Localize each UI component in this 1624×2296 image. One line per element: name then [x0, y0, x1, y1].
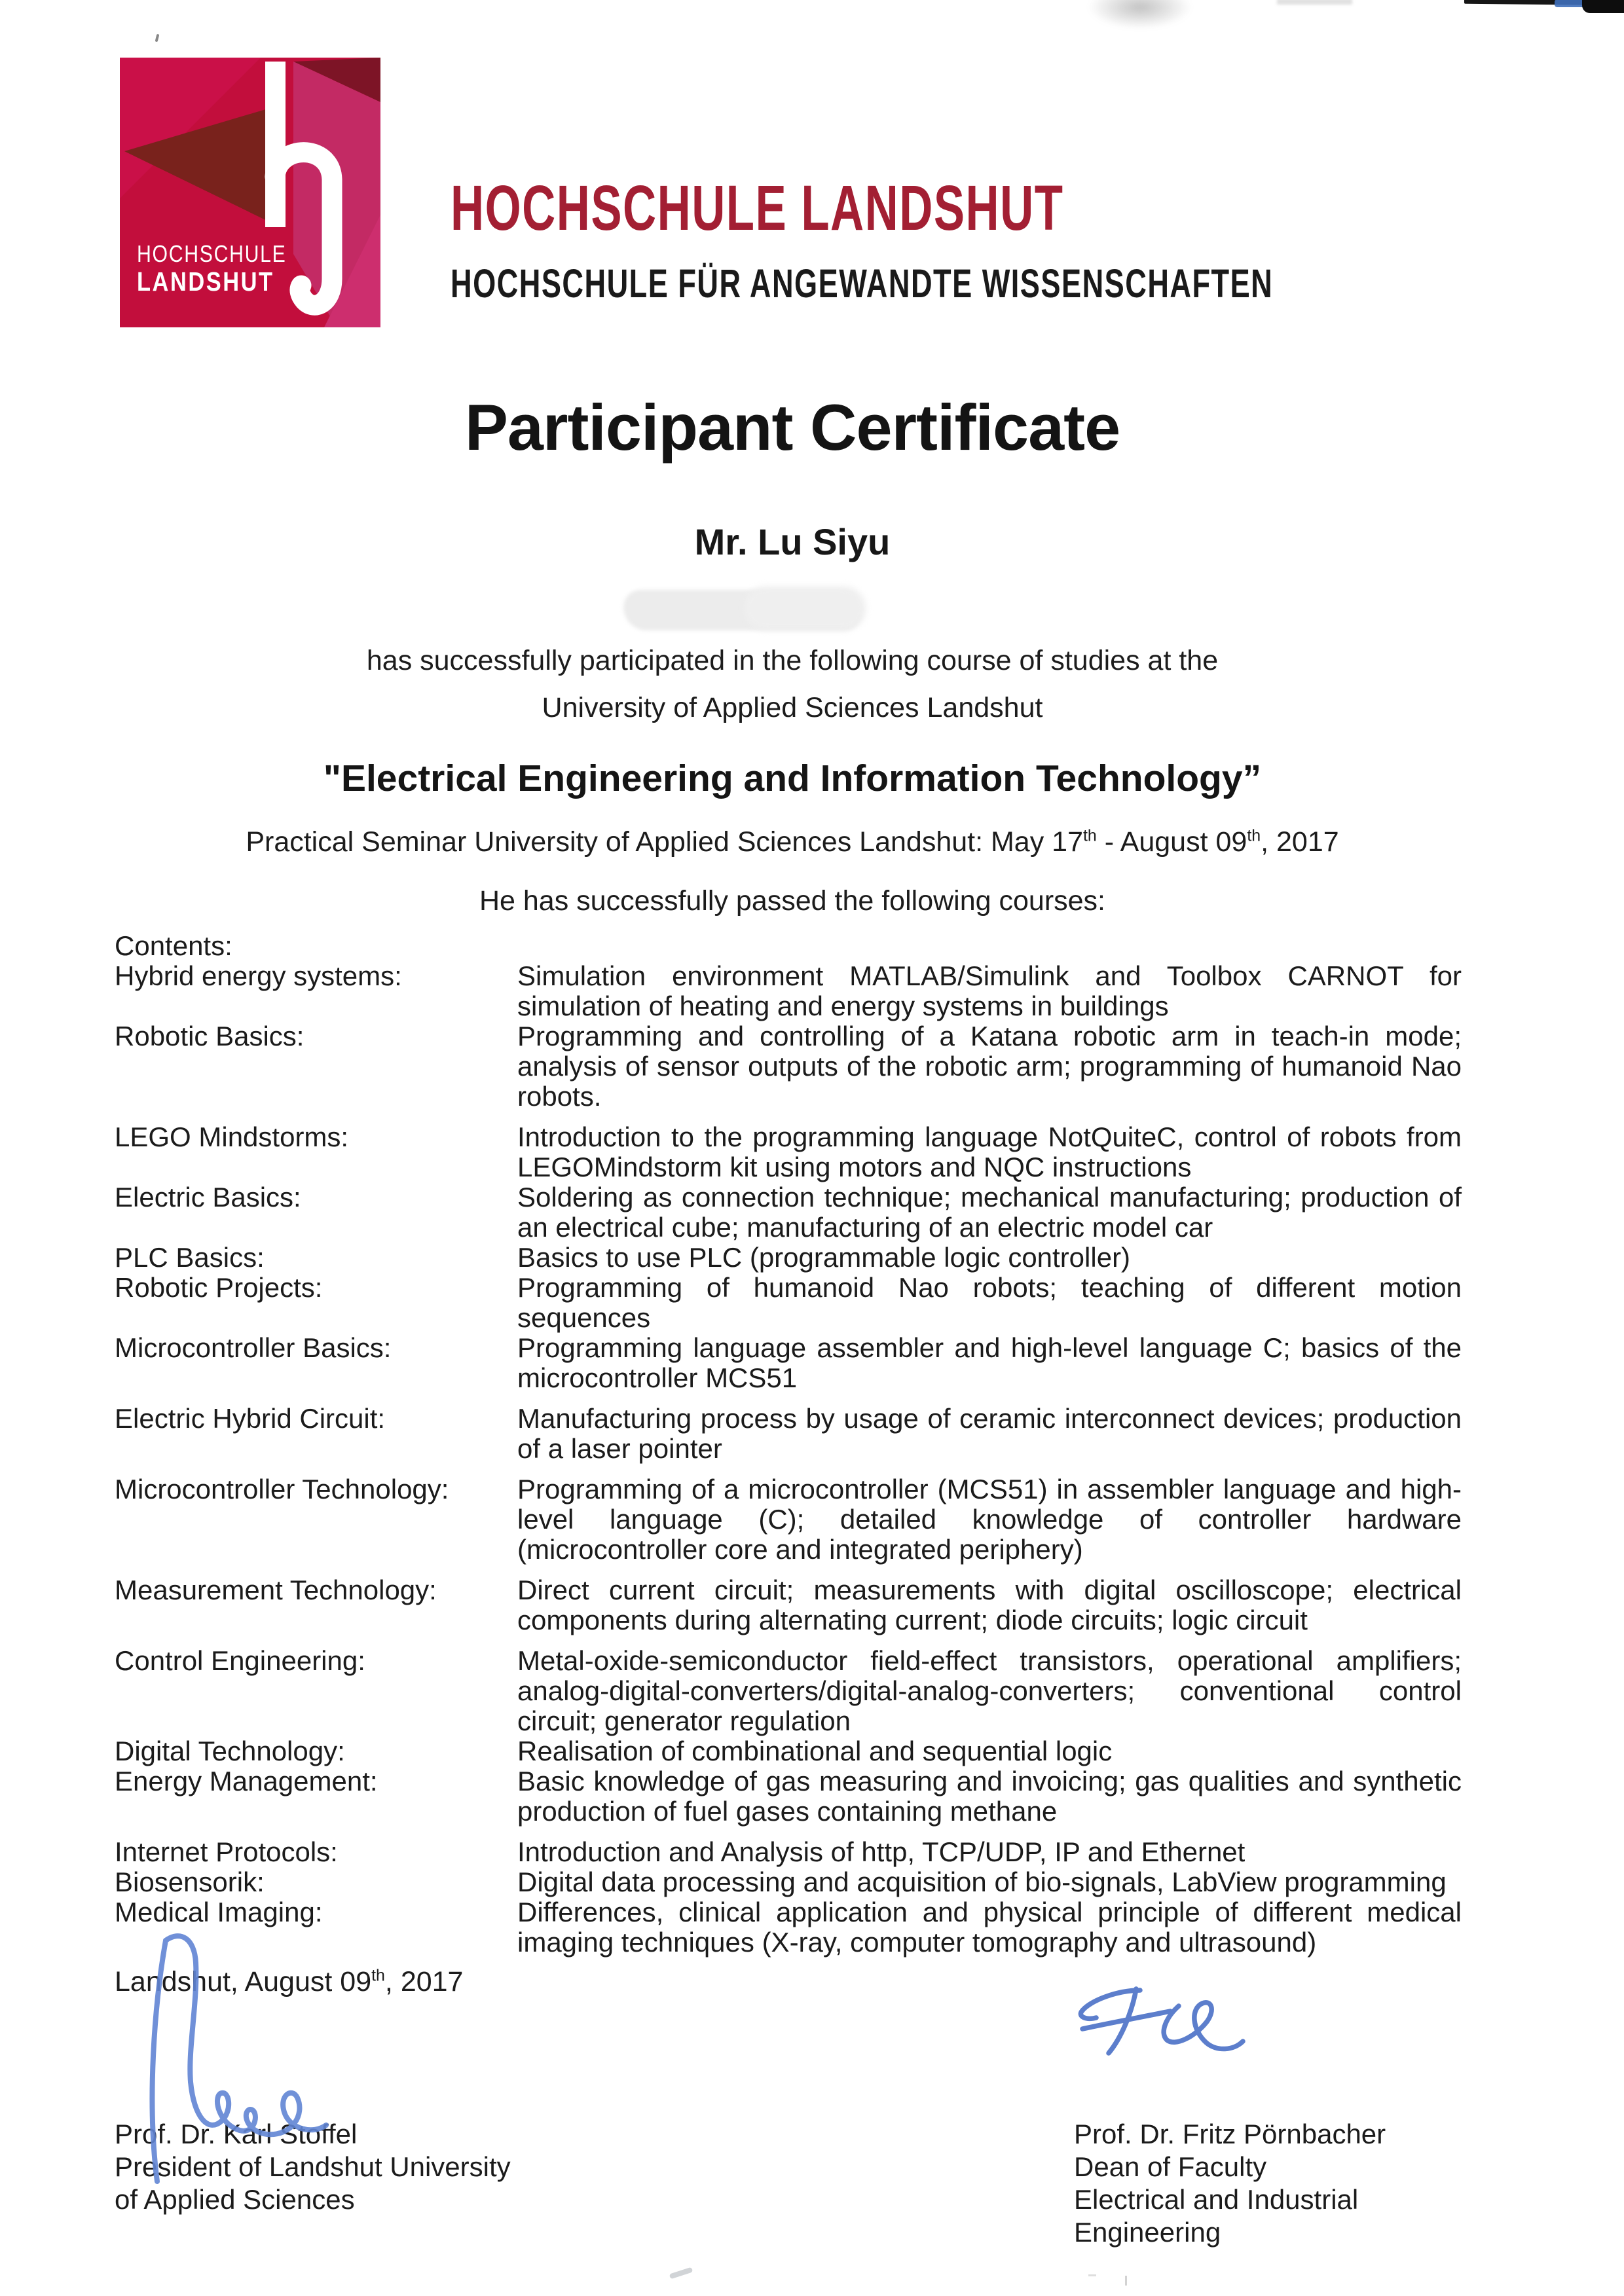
course-description: Programming language assembler and high-level language C; basics of the microcontroller MCS51 — [517, 1332, 1462, 1393]
course-label: Biosensorik: — [115, 1867, 265, 1897]
table-row — [115, 961, 1462, 1021]
course-description: Introduction and Analysis of http, TCP/UDP, IP and Ethernet — [517, 1836, 1246, 1867]
table-row — [115, 1736, 1462, 1766]
course-label: Microcontroller Basics: — [115, 1332, 392, 1363]
course-label: Hybrid energy systems: — [115, 960, 402, 991]
course-description: Soldering as connection technique; mechanical manufacturing; production of an electrical cube; manufacturing of an electric model car — [517, 1182, 1462, 1243]
course-description: Simulation environment MATLAB/Simulink and Toolbox CARNOT for simulation of heating and energy systems in buildings — [517, 960, 1462, 1021]
course-description: Differences, clinical application and physical principle of different medical imaging techniques (X-ray, computer tomography and ultrasound) — [517, 1897, 1462, 1958]
signer-left-role: President of Landshut University — [115, 2151, 511, 2182]
logo-word-landshut: LANDSHUT — [137, 267, 274, 297]
program-title: "Electrical Engineering and Information Technology” — [323, 757, 1262, 799]
hochschule-landshut-logo — [120, 58, 380, 327]
course-label: Contents: — [115, 930, 232, 961]
course-description: Metal-oxide-semiconductor field-effect transistors, operational amplifiers; analog-digital-converters/digital-analog-converters; conventional control circuit; generator regulation — [517, 1645, 1462, 1736]
course-description: Programming of humanoid Nao robots; teaching of different motion sequences — [517, 1272, 1462, 1333]
scan-streak — [1277, 0, 1352, 5]
course-description — [517, 931, 1462, 961]
table-row — [115, 1837, 1462, 1867]
courses-table — [115, 931, 1462, 1958]
table-row — [115, 1273, 1462, 1333]
table-row — [115, 1404, 1462, 1464]
superscript-th: th — [1247, 826, 1261, 845]
scan-speck — [155, 34, 160, 43]
course-label: Measurement Technology: — [115, 1575, 437, 1605]
scan-smudge — [1088, 0, 1192, 29]
signer-right-name: Prof. Dr. Fritz Pörnbacher — [1074, 2119, 1386, 2149]
signer-left-name: Prof. Dr. Karl Stoffel — [115, 2119, 358, 2149]
seminar-date-line: Practical Seminar University of Applied Sciences Landshut: May 17th - August 09th, 2017 — [246, 826, 1339, 858]
course-description: Programming of a microcontroller (MCS51) in assembler language and high-level language (C); detailed knowledge of controller hardware (microcontroller core and integrated periphery) — [517, 1474, 1462, 1565]
table-row — [115, 1474, 1462, 1565]
course-label: Internet Protocols: — [115, 1836, 338, 1867]
course-description: Direct current circuit; measurements with digital oscilloscope; electrical components during alternating current; diode circuits; logic circuit — [517, 1575, 1462, 1635]
superscript-th: th — [1083, 826, 1097, 845]
course-label: Control Engineering: — [115, 1645, 365, 1676]
signer-left-block — [115, 2118, 511, 2216]
course-description: Basics to use PLC (programmable logic controller) — [517, 1242, 1131, 1273]
course-label: Robotic Projects: — [115, 1272, 323, 1303]
table-row — [115, 1021, 1462, 1112]
course-label: Medical Imaging: — [115, 1897, 323, 1927]
table-row — [115, 1182, 1462, 1243]
table-row — [115, 1897, 1462, 1958]
course-description: Basic knowledge of gas measuring and invoicing; gas qualities and synthetic production of fuel gases containing methane — [517, 1766, 1462, 1827]
table-row — [115, 1575, 1462, 1635]
table-row — [115, 1333, 1462, 1393]
table-row — [115, 1867, 1462, 1897]
table-row — [115, 931, 1462, 961]
intro-line-1: has successfully participated in the following course of studies at the — [366, 645, 1219, 676]
university-name-heading: HOCHSCHULE LANDSHUT — [451, 172, 1064, 244]
intro-line-2: University of Applied Sciences Landshut — [542, 692, 1043, 723]
course-label: Electric Hybrid Circuit: — [115, 1403, 386, 1434]
place-and-date: Landshut, August 09th, 2017 — [115, 1966, 464, 1997]
logo-word-hochschule: HOCHSCHULE — [137, 241, 287, 268]
course-description: Manufacturing process by usage of ceramic interconnect devices; production of a laser pointer — [517, 1403, 1462, 1464]
university-subtitle: HOCHSCHULE FÜR ANGEWANDTE WISSENSCHAFTEN — [451, 261, 1274, 306]
course-description: Digital data processing and acquisition of bio-signals, LabView programming — [517, 1867, 1447, 1897]
course-description: Introduction to the programming language NotQuiteC, control of robots from LEGOMindstorm kit using motors and NQC instructions — [517, 1121, 1462, 1182]
signer-right-role: Electrical and Industrial — [1074, 2184, 1359, 2215]
signer-right-role: Engineering — [1074, 2217, 1221, 2248]
scan-corner-blob — [1582, 0, 1624, 13]
course-label: Microcontroller Technology: — [115, 1474, 449, 1504]
course-description: Programming and controlling of a Katana robotic arm in teach-in mode; analysis of sensor outputs of the robotic arm; programming of humanoid Nao robots. — [517, 1021, 1462, 1112]
scan-speck — [1125, 2276, 1127, 2286]
course-label: PLC Basics: — [115, 1242, 265, 1273]
signer-right-role: Dean of Faculty — [1074, 2151, 1267, 2182]
certificate-title: Participant Certificate — [464, 391, 1120, 464]
redacted-area — [744, 587, 866, 630]
scan-speck — [669, 2267, 693, 2280]
table-row — [115, 1243, 1462, 1273]
course-label: Digital Technology: — [115, 1736, 345, 1766]
course-label: Energy Management: — [115, 1766, 378, 1796]
recipient-name: Mr. Lu Siyu — [694, 521, 891, 562]
signer-left-role: of Applied Sciences — [115, 2184, 355, 2215]
passed-courses-line: He has successfully passed the following courses: — [479, 885, 1106, 917]
course-label: Robotic Basics: — [115, 1021, 304, 1051]
signature-fritz-poernbacher — [1080, 1989, 1243, 2053]
table-row — [115, 1766, 1462, 1827]
course-label: Electric Basics: — [115, 1182, 301, 1212]
course-label: LEGO Mindstorms: — [115, 1121, 349, 1152]
table-row — [115, 1646, 1462, 1736]
table-row — [115, 1122, 1462, 1182]
course-description: Realisation of combinational and sequential logic — [517, 1736, 1113, 1766]
signer-right-block — [1074, 2118, 1386, 2249]
scan-speck — [1088, 2274, 1096, 2276]
superscript-th: th — [371, 1966, 385, 1985]
